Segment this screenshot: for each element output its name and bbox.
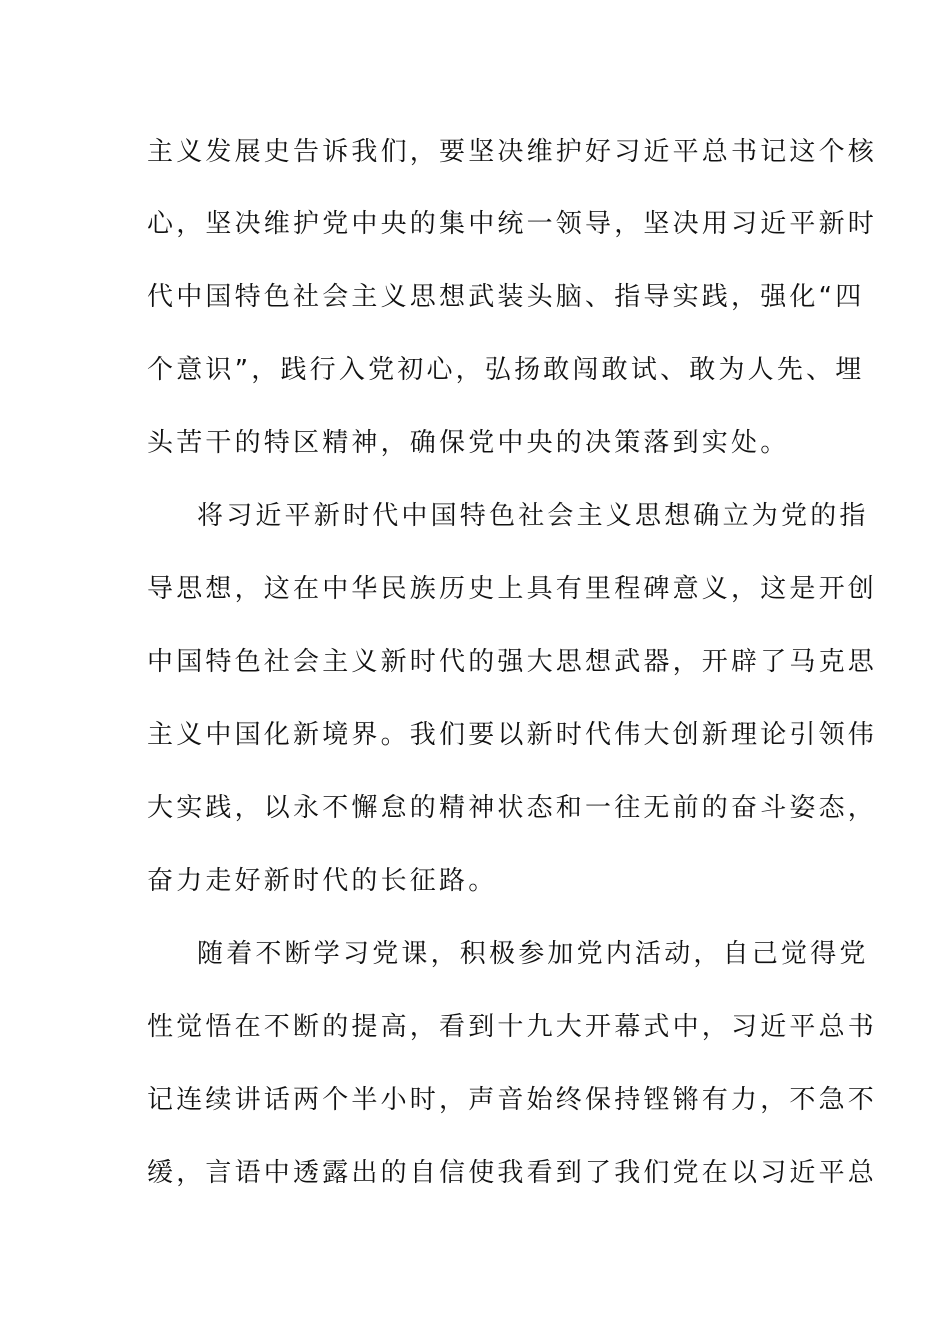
paragraph-line: 主义中国化新境界。我们要以新时代伟大创新理论引领伟: [147, 720, 878, 750]
paragraph-line: 随着不断学习党课，积极参加党内活动，自己觉得党: [197, 939, 869, 969]
paragraph-line: 导思想，这在中华民族历史上具有里程碑意义，这是开创: [147, 574, 878, 604]
paragraph-line: 心，坚决维护党中央的集中统一领导，坚决用习近平新时: [147, 209, 878, 239]
paragraph-line: 主义发展史告诉我们，要坚决维护好习近平总书记这个核: [147, 137, 878, 167]
paragraph-line: 缓，言语中透露出的自信使我看到了我们党在以习近平总: [147, 1158, 878, 1188]
paragraph-line: 奋力走好新时代的长征路。: [147, 866, 498, 896]
paragraph-line: 性觉悟在不断的提高，看到十九大开幕式中，习近平总书: [147, 1012, 878, 1042]
paragraph-line: 头苦干的特区精神，确保党中央的决策落到实处。: [147, 428, 790, 458]
paragraph-line: 个意识”，践行入党初心，弘扬敢闯敢试、敢为人先、埋: [147, 355, 865, 385]
paragraph-line: 大实践，以永不懈怠的精神状态和一往无前的奋斗姿态，: [147, 793, 878, 823]
paragraph-line: 将习近平新时代中国特色社会主义思想确立为党的指: [197, 501, 869, 531]
paragraph-line: 中国特色社会主义新时代的强大思想武器，开辟了马克思: [147, 647, 878, 677]
paragraph-line: 记连续讲话两个半小时，声音始终保持铿锵有力，不急不: [147, 1085, 878, 1115]
paragraph-line: 代中国特色社会主义思想武装头脑、指导实践，强化“四: [147, 282, 865, 312]
